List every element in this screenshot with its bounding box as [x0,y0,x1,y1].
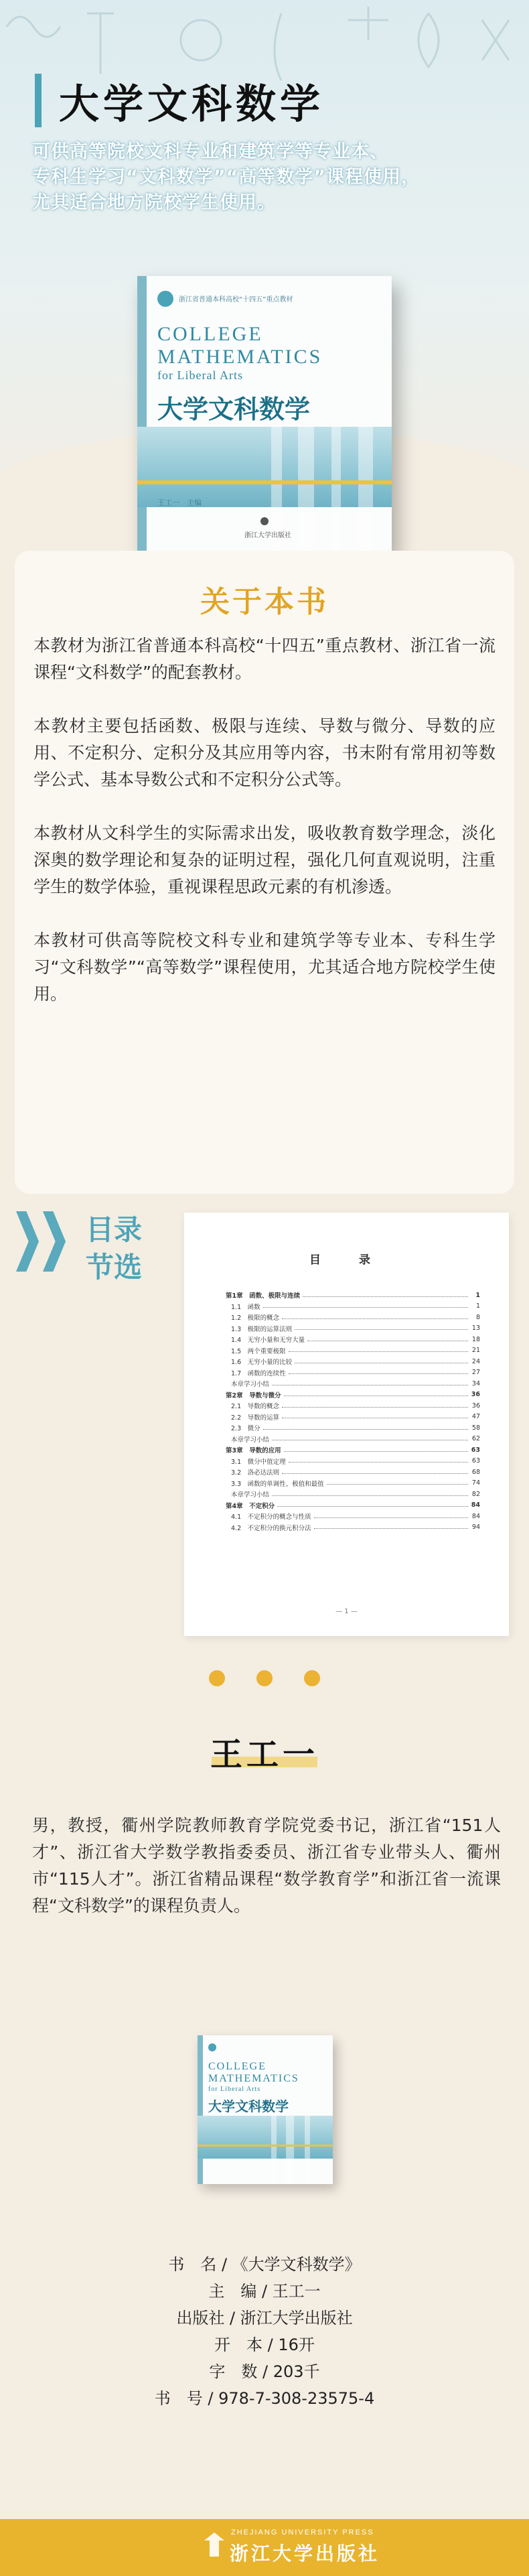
toc-entry-page: 8 [475,1313,480,1321]
book-info-row [0,2305,529,2331]
toc-page [184,1213,509,1636]
toc-entry-title: 2.3 微分 [231,1425,260,1433]
toc-entry-page: 62 [471,1435,480,1443]
book-info-separator: / [257,2362,273,2381]
toc-leader-dots [263,1307,468,1308]
toc-entry-page: 18 [471,1335,480,1343]
chevron-right-icon [43,1211,66,1272]
toc-section-row [226,1356,480,1367]
toc-entry-page: 63 [471,1446,480,1454]
toc-leader-dots [295,1329,468,1330]
toc-entry-title: 2.1 导数的概念 [231,1403,280,1411]
decor-dot-icon [256,1670,273,1686]
cover-english-title-1: COLLEGE [157,323,263,345]
author-bio: 男，教授，衢州学院教师教育学院党委书记，浙江省“151人才”、浙江省大学数学教指委委员、浙江省专业带头人、衢州市“115人才”。浙江省精品课程“数学教育学”和浙江省一流课程“文科数学”的课程负责人。 [32,1816,501,1915]
toc-entry-page: 36 [471,1391,480,1399]
toc-section-row [226,1400,480,1412]
about-paragraph: 本教材可供高等院校文科专业和建筑学等专业本、专科生学习“文科数学”“高等数学”课程使用，尤其适合地方院校学生使用。 [33,931,496,1004]
author-name: 王工一 [210,1736,319,1773]
toc-leader-dots [282,1318,468,1319]
publisher-logo-icon [260,517,269,525]
cover-blue-band [198,2116,333,2159]
about-body [33,632,496,1034]
toc-entry-page: 36 [471,1402,480,1410]
toc-leader-dots [282,1473,468,1474]
cover-english-title-2: MATHEMATICS [208,2073,299,2084]
cover-blue-band [137,427,392,507]
cover-gold-stripe [198,2145,333,2147]
toc-section-row [226,1345,480,1357]
cover-english-title-3: for Liberal Arts [157,368,243,382]
toc-label-line: 目录 [86,1213,143,1246]
toc-entry-title: 2.2 导数的运算 [231,1414,280,1422]
toc-section-row [226,1511,480,1522]
cover-pillar [331,427,341,554]
toc-section-row [226,1367,480,1379]
book-info-separator: / [224,2309,240,2327]
hero-subtitle-line: 可供高等院校文科专业和建筑学等专业本、 [32,141,388,162]
toc-entry-title: 3.3 函数的单调性、极值和最值 [231,1480,324,1488]
about-paragraph: 本教材从文科学生的实际需求出发，吸收教育数学理念，淡化深奥的数学理论和复杂的证明过程，强化几何直观说明，注重学生的数学体验，重视课程思政元素的有机渗透。 [33,823,496,896]
toc-entry-title: 1.5 两个重要极限 [231,1347,286,1355]
toc-leader-dots [272,1495,468,1496]
book-info-label: 开 本 [214,2335,263,2354]
toc-section-row [226,1412,480,1423]
toc-chapter-row [226,1444,480,1456]
book-info-separator: / [202,2389,219,2408]
cover-pillar [298,427,314,554]
book-info-label: 书 号 [154,2389,203,2408]
toc-entry-title: 1.1 函数 [231,1303,260,1311]
book-info-label: 主 编 [208,2282,257,2301]
book-info-separator: / [216,2255,232,2274]
cover-chinese-title: 大学文科数学 [208,2098,289,2114]
toc-chapter-row [226,1290,480,1301]
book-info-value: 16开 [278,2335,315,2354]
cover-pillar [271,2116,277,2184]
toc-section-row [226,1334,480,1345]
toc-section-row [226,1434,480,1445]
title-accent-bar [35,74,42,127]
toc-leader-dots [289,1351,468,1352]
toc-entry-page: 24 [471,1357,480,1365]
cover-pillar [305,2116,310,2184]
toc-entry-page: 1 [475,1291,480,1299]
toc-list [226,1290,480,1533]
book-info-label: 书 名 [168,2255,217,2274]
toc-leader-dots [289,1373,468,1374]
footer-publisher-cn: 浙江大学出版社 [230,2543,380,2565]
about-paragraph: 本教材为浙江省普通本科高校“十四五”重点教材、浙江省一流课程“文科数学”的配套教材。 [33,636,496,682]
book-info-value: 203千 [273,2362,320,2381]
toc-entry-title: 第4章 不定积分 [226,1502,275,1510]
toc-leader-dots [314,1528,468,1529]
cover-pillar [286,2116,294,2184]
book-info [0,2251,529,2412]
toc-entry-title: 本章学习小结 [231,1381,270,1389]
toc-leader-dots [303,1296,468,1297]
book-info-row [0,2385,529,2412]
toc-section-row [226,1323,480,1335]
book-info-label: 字 数 [209,2362,258,2381]
chevron-right-icon [16,1211,39,1272]
toc-entry-page: 74 [471,1479,480,1487]
cover-editor: 王工一 主编 [157,498,202,507]
toc-section-row [226,1422,480,1434]
toc-section-row [226,1489,480,1500]
toc-chapter-row [226,1389,480,1401]
toc-section-row [226,1522,480,1534]
toc-heading: 目 录 [309,1253,384,1266]
footer-publisher-en: ZHEJIANG UNIVERSITY PRESS [231,2528,374,2536]
cover-english-title-2: MATHEMATICS [157,346,323,368]
toc-entry-title: 1.2 极限的概念 [231,1314,280,1323]
toc-entry-page: 94 [471,1523,480,1532]
toc-entry-title: 1.6 无穷小量的比较 [231,1359,293,1367]
book-info-row [0,2251,529,2278]
cover-english-title-1: COLLEGE [208,2061,267,2072]
toc-entry-title: 1.3 极限的运算法则 [231,1325,293,1333]
toc-leader-dots [282,1407,468,1408]
toc-page-number: — 1 — [335,1608,358,1615]
toc-entry-title: 本章学习小结 [231,1491,270,1499]
book-info-row [0,2278,529,2305]
cover-gold-stripe [137,480,392,484]
hero-subtitle [32,139,501,216]
hero-subtitle-line: 尤其适合地方院校学生使用。 [32,192,276,213]
toc-leader-dots [314,1517,468,1518]
toc-entry-page: 21 [471,1347,480,1355]
book-info-separator: / [262,2335,279,2354]
cover-publisher: 浙江大学出版社 [244,532,291,539]
book-info-row [0,2358,529,2385]
page-title: 大学文科数学 [59,81,324,128]
university-logo-icon [157,291,173,307]
toc-leader-dots [263,1429,468,1430]
university-logo-icon [208,2043,216,2051]
hero-subtitle-line: 专科生学习“文科数学”“高等数学”课程使用， [32,167,420,188]
toc-entry-page: 1 [475,1302,480,1310]
toc-entry-title: 3.1 微分中值定理 [231,1458,286,1466]
toc-entry-page: 13 [471,1325,480,1333]
toc-entry-title: 1.7 函数的连续性 [231,1369,286,1377]
book-info-value: 王工一 [272,2282,321,2301]
book-info-label: 出版社 [176,2309,225,2327]
book-cover-small [198,2035,333,2184]
book-cover-large [137,276,392,554]
toc-entry-page: 63 [471,1457,480,1465]
toc-entry-title: 第1章 函数、极限与连续 [226,1292,301,1300]
toc-section-row [226,1467,480,1478]
book-info-value: 《大学文科数学》 [232,2255,361,2274]
toc-entry-title: 3.2 洛必达法则 [231,1469,280,1477]
toc-entry-page: 84 [471,1512,480,1520]
cover-spine [198,2035,203,2184]
toc-entry-title: 4.2 不定积分的换元积分法 [231,1524,311,1532]
cover-chinese-title: 大学文科数学 [157,395,311,424]
toc-entry-title: 1.4 无穷小量和无穷大量 [231,1337,305,1345]
toc-leader-dots [289,1462,468,1463]
about-title: 关于本书 [200,585,329,619]
book-info-separator: / [256,2282,273,2301]
footer [0,2519,529,2576]
toc-entry-title: 第3章 导数的应用 [226,1447,281,1455]
cover-pillar [358,427,373,554]
toc-entry-title: 4.1 不定积分的概念与性质 [231,1513,311,1521]
cover-english-title-3: for Liberal Arts [208,2086,261,2093]
decor-dot-icon [209,1670,225,1686]
toc-section-row [226,1301,480,1312]
toc-entry-page: 47 [471,1413,480,1421]
toc-entry-page: 27 [471,1369,480,1377]
about-paragraph: 本教材主要包括函数、极限与连续、导数与微分、导数的应用、不定积分、定积分及其应用等内容，书末附有常用初等数学公式、基本导数公式和不定积分公式等。 [33,716,496,789]
toc-entry-title: 本章学习小结 [231,1436,270,1444]
cover-series-note: 浙江省普通本科高校“十四五”重点教材 [179,296,293,303]
book-info-row [0,2331,529,2358]
toc-section-row [226,1312,480,1323]
toc-leader-dots [284,1451,468,1452]
toc-entry-page: 68 [471,1468,480,1476]
toc-entry-page: 58 [471,1424,480,1432]
toc-section-row [226,1378,480,1389]
cover-spine [137,276,147,554]
decor-dot-icon [304,1670,320,1686]
book-info-value: 浙江大学出版社 [240,2309,353,2327]
toc-section-row [226,1478,480,1489]
book-info-value: 978-7-308-23575-4 [218,2389,375,2408]
toc-section-row [226,1456,480,1467]
toc-leader-dots [327,1484,468,1485]
toc-chapter-row [226,1500,480,1511]
toc-entry-page: 82 [471,1490,480,1498]
toc-entry-page: 34 [471,1379,480,1387]
toc-label [86,1211,142,1286]
toc-entry-title: 第2章 导数与微分 [226,1392,281,1400]
toc-entry-page: 84 [471,1501,480,1509]
toc-label-line: 节选 [86,1251,143,1284]
toc-leader-dots [277,1506,468,1507]
publisher-logo-icon [203,2531,226,2558]
